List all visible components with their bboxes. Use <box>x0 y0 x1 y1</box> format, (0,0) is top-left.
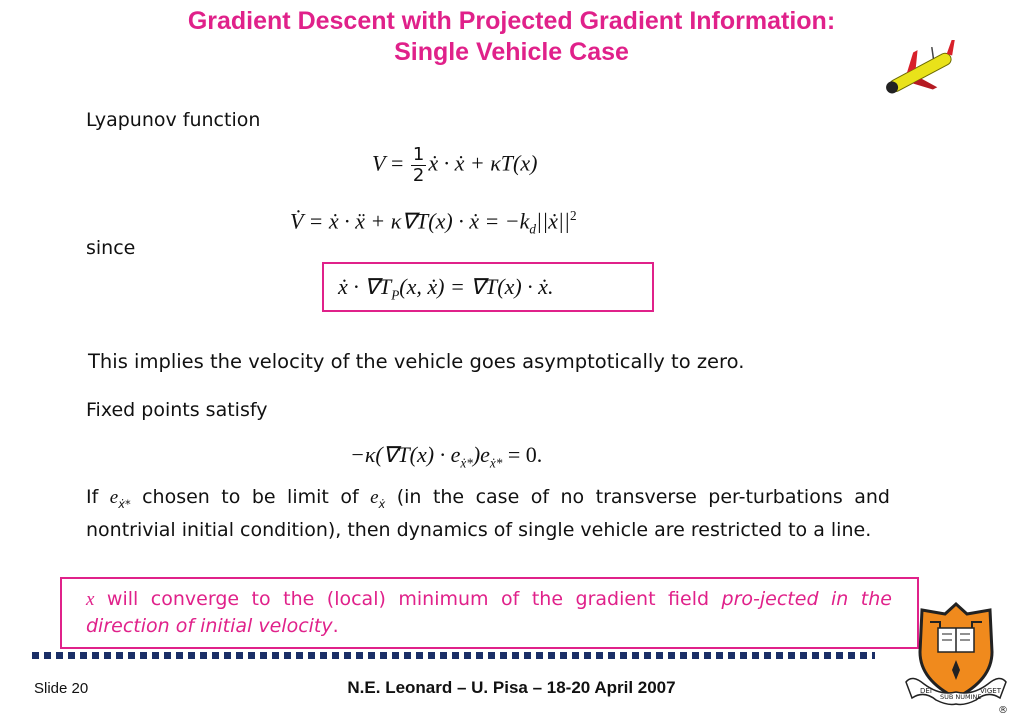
slide-title <box>0 6 1023 68</box>
princeton-shield-icon <box>900 600 1012 716</box>
eq1-lhs: V <box>372 150 386 176</box>
eq2-sup: 2 <box>569 208 577 223</box>
conclusion-x: x <box>86 589 95 610</box>
equation-lyapunov: V = $\frac{1}{2}$ ẋ · ẋ + κT(x) <box>372 144 538 186</box>
implies-statement: This implies the velocity of the vehicle goes asymptotically to zero. <box>88 350 745 373</box>
fixed-eq-mid: )e <box>472 442 490 467</box>
conclusion-text <box>86 586 892 639</box>
boxed-eq-sub: P <box>391 287 400 303</box>
eq2-main: V̇ = ẋ · ẍ + κ∇T(x) · ẋ = −k <box>290 208 530 234</box>
fixed-eq-tail: = 0. <box>502 442 543 467</box>
fixed-eq-main: −κ(∇T(x) · e <box>350 442 461 467</box>
ribbon-right-text: VIGET <box>980 687 1001 695</box>
fixed-points-label: Fixed points satisfy <box>86 399 268 421</box>
equation-derivative <box>290 208 577 238</box>
boxed-equation <box>338 274 553 303</box>
eq1-rhs: ẋ · ẋ + κT(x) <box>428 150 538 176</box>
ribbon-center-text: SUB NUMINE <box>940 693 982 701</box>
slide-title-line1: Gradient Descent with Projected Gradient Information: <box>187 7 836 35</box>
ribbon-left-text: DEI <box>920 687 932 695</box>
underwater-glider-icon <box>878 40 968 102</box>
since-label: since <box>86 237 136 259</box>
eq1-denominator: 2 <box>412 165 425 186</box>
slide-number: Slide 20 <box>34 680 89 697</box>
if-e1: e <box>109 487 119 508</box>
conclusion-part1: will converge to the (local) minimum of the gradient field <box>94 588 722 610</box>
fixed-eq-sub1: ẋ* <box>460 455 473 471</box>
registered-mark: ® <box>998 705 1008 716</box>
fixed-eq-sub2: ẋ* <box>489 455 503 471</box>
footer-center-text: N.E. Leonard – U. Pisa – 18-20 April 2007 <box>347 678 676 697</box>
if-e2-sub: ẋ <box>378 496 386 511</box>
conclusion-end: . <box>332 615 339 637</box>
boxed-eq-main: ẋ · ∇T <box>338 274 392 299</box>
conclusion-emphasis: pro-jected in the direction of initial velocity <box>86 588 892 637</box>
footer-divider <box>32 652 875 659</box>
fixed-point-equation <box>350 442 542 471</box>
if-text-2: chosen to be limit of <box>130 486 371 508</box>
if-e2: e <box>370 487 379 508</box>
eq2-sub: d <box>529 221 537 237</box>
eq2-tail: ||ẋ|| <box>536 208 570 234</box>
eq1-fraction <box>411 145 426 186</box>
if-paragraph <box>86 484 890 543</box>
if-text-1: If <box>86 486 110 508</box>
boxed-eq-tail: (x, ẋ) = ∇T(x) · ẋ. <box>399 274 554 299</box>
eq1-numerator: 1 <box>412 144 425 165</box>
lyapunov-label: Lyapunov function <box>86 109 261 131</box>
if-text-3: (in the case of no transverse per-turbations and nontrivial initial condition), then dynamics of single vehicle are restricted to a line. <box>86 486 890 541</box>
slide-title-line2: Single Vehicle Case <box>394 38 629 66</box>
if-e1-sub: ẋ* <box>118 496 131 511</box>
